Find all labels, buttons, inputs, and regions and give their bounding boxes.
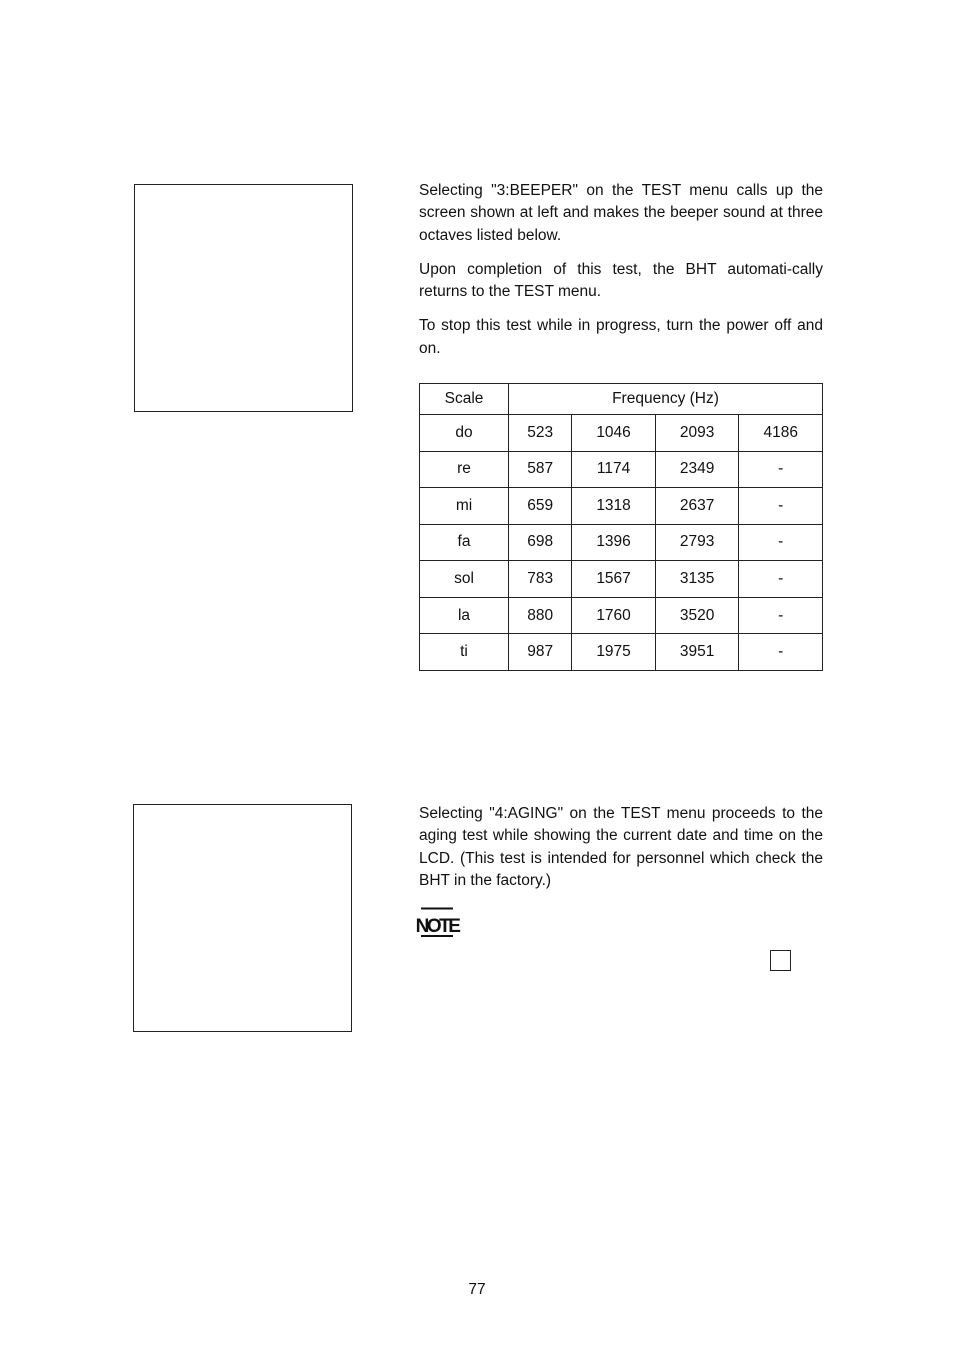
frequency-cell: 1396 [572,524,656,561]
frequency-cell: 4186 [739,415,823,452]
frequency-cell: 1975 [572,634,656,671]
frequency-cell: 880 [509,597,572,634]
table-row [420,451,823,488]
frequency-cell: 2793 [655,524,739,561]
header-scale: Scale [420,384,509,415]
frequency-cell: 1174 [572,451,656,488]
frequency-cell: - [739,524,823,561]
frequency-cell: - [739,634,823,671]
scale-cell: la [420,597,509,634]
frequency-cell: 2093 [655,415,739,452]
frequency-cell: 1760 [572,597,656,634]
frequency-cell: - [739,597,823,634]
frequency-cell: 587 [509,451,572,488]
frequency-cell: 2637 [655,488,739,525]
checkbox-icon [770,950,791,971]
beeper-screen-image [134,184,353,412]
frequency-cell: 3951 [655,634,739,671]
scale-cell: do [420,415,509,452]
frequency-cell: 659 [509,488,572,525]
aging-paragraph: Selecting "4:AGING" on the TEST menu proceeds to the aging test while showing the current date and time on the LCD. (This test is intended for personnel which check the BHT in the factory.) [419,805,823,889]
scale-cell: mi [420,488,509,525]
frequency-cell: 783 [509,561,572,598]
frequency-cell: 1567 [572,561,656,598]
beeper-paragraph-2: Upon completion of this test, the BHT automati-cally returns to the TEST menu. [419,260,823,301]
frequency-cell: - [739,488,823,525]
note-icon [415,906,459,938]
table-row [420,524,823,561]
scale-cell: fa [420,524,509,561]
aging-description [419,803,823,892]
note-icon-text: NOTE [415,916,459,937]
aging-screen-image [133,804,352,1032]
scale-cell: re [420,451,509,488]
table-row [420,634,823,671]
frequency-cell: 523 [509,415,572,452]
frequency-cell: 3520 [655,597,739,634]
scale-cell: ti [420,634,509,671]
frequency-cell: - [739,561,823,598]
frequency-cell: 698 [509,524,572,561]
frequency-cell: 1046 [572,415,656,452]
scale-cell: sol [420,561,509,598]
table-row [420,597,823,634]
beeper-description [419,180,823,360]
page-number: 77 [468,1281,486,1298]
table-row [420,488,823,525]
frequency-cell: - [739,451,823,488]
table-row [420,415,823,452]
beeper-paragraph-3: To stop this test while in progress, turn the power off and on. [419,317,823,357]
beeper-paragraph-1: Selecting "3:BEEPER" on the TEST menu calls up the screen shown at left and makes the beeper sound at three octaves listed below. [419,182,823,244]
frequency-cell: 1318 [572,488,656,525]
frequency-cell: 3135 [655,561,739,598]
frequency-cell: 2349 [655,451,739,488]
frequency-cell: 987 [509,634,572,671]
table-row [420,561,823,598]
header-frequency: Frequency (Hz) [509,384,823,415]
frequency-table [419,383,823,671]
table-header-row [420,384,823,415]
